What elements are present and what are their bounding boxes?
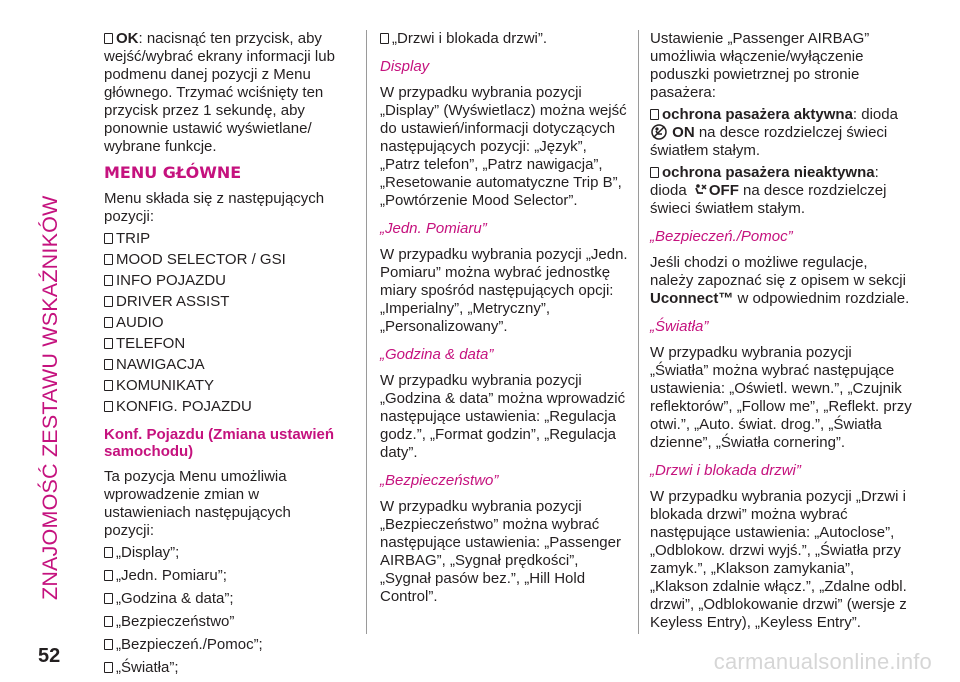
airbag-off-icon <box>692 182 708 198</box>
square-bullet-icon <box>104 380 113 391</box>
menu-heading: MENU GŁÓWNE <box>104 163 242 182</box>
inactive-suffix: : <box>874 164 879 181</box>
active-tail: na desce rozdzielczej świeci światłem stałym. <box>650 124 888 159</box>
list-item-text: „Drzwi i blokada drzwi”. <box>392 30 548 47</box>
list-item-text: DRIVER ASSIST <box>116 293 230 310</box>
pomoc-text-2: w odpowiednim rozdziale. <box>737 290 910 307</box>
list-item <box>104 314 342 332</box>
list-item-text: „Jedn. Pomiaru”; <box>116 567 227 584</box>
jedn-text: W przypadku wybrania pozycji „Jedn. Pomiaru” można wybrać jednostkę miary spośród następujących opcji: „Imperialny”, „Metryczny”, „Personalizowany”. <box>380 246 628 335</box>
menu-intro: Menu składa się z następujących pozycji: <box>104 190 325 225</box>
square-bullet-icon <box>104 233 113 244</box>
swiatla-heading: „Światła” <box>650 318 709 335</box>
list-item <box>104 567 342 585</box>
airbag-inactive-item <box>650 164 912 218</box>
pomoc-heading: „Bezpieczeń./Pomoc” <box>650 228 793 245</box>
list-item <box>104 251 342 269</box>
konf-heading: Konf. Pojazdu (Zmiana ustawień samochodu) <box>104 426 335 460</box>
list-item <box>104 377 342 395</box>
column-1 <box>104 30 342 682</box>
list-item-text: KOMUNIKATY <box>116 377 215 394</box>
airbag-active-item <box>650 106 912 160</box>
inactive-tail: na desce rozdzielczej świeci światłem stałym. <box>650 182 887 217</box>
airbag-on-icon <box>651 124 667 140</box>
display-text: W przypadku wybrania pozycji „Display” (Wyświetlacz) można wejść do ustawień/informacji dotyczących następujących pozycji: „Język”, „Patrz telefon”, „Patrz nawigacja”, „Resetowanie automatyczne Trip B”, „Powtórzenie Mood Selector”. <box>380 84 627 209</box>
square-bullet-icon <box>104 296 113 307</box>
ok-paragraph <box>104 30 342 156</box>
konf-intro: Ta pozycja Menu umożliwia wprowadzenie zmian w ustawieniach następujących pozycji: <box>104 468 291 539</box>
column-divider <box>638 30 639 634</box>
list-item-text: MOOD SELECTOR / GSI <box>116 251 286 268</box>
list-item-text: „Bezpieczeń./Pomoc”; <box>116 636 263 653</box>
list-item <box>104 659 342 677</box>
list-item-text: TRIP <box>116 230 151 247</box>
column-3 <box>650 30 912 636</box>
airbag-intro: Ustawienie „Passenger AIRBAG” umożliwia włączenie/wyłączenie poduszki powietrznej po stronie pasażera: <box>650 30 870 101</box>
list-item-text: INFO POJAZDU <box>116 272 227 289</box>
list-item-text: „Światła”; <box>116 659 179 676</box>
column-2 <box>380 30 628 610</box>
list-item <box>104 398 342 416</box>
square-bullet-icon <box>104 547 113 558</box>
bezp-heading: „Bezpieczeństwo” <box>380 472 499 489</box>
godz-heading: „Godzina & data” <box>380 346 494 363</box>
ok-label: OK <box>116 30 139 47</box>
list-item <box>104 335 342 353</box>
pomoc-text-1: Jeśli chodzi o możliwe regulacje, należy zapoznać się z opisem w sekcji <box>650 254 906 289</box>
swiatla-text: W przypadku wybrania pozycji „Światła” można wybrać następujące ustawienia: „Oświetl. wewn.”, „Czujnik reflektorów”, „Follow me”, „Reflekt. przy otwi.”, „Auto. świat. drog.”, „Światła dzienne”, „Światła cornering”. <box>650 344 912 451</box>
drzwi-heading: „Drzwi i blokada drzwi” <box>650 462 801 479</box>
list-item-text: AUDIO <box>116 314 164 331</box>
square-bullet-icon <box>104 570 113 581</box>
list-item <box>104 636 342 654</box>
bezp-text: W przypadku wybrania pozycji „Bezpieczeństwo” można wybrać następujące ustawienia: „Passenger AIRBAG”, „Sygnał prędkości”, „Sygnał pasów bez.”, „Hill Hold Control”. <box>380 498 621 605</box>
square-bullet-icon <box>104 616 113 627</box>
display-heading: Display <box>380 58 430 75</box>
inactive-dioda: dioda <box>650 182 687 199</box>
active-suffix: : dioda <box>852 106 898 123</box>
list-item-text: „Display”; <box>116 544 180 561</box>
list-item-text: NAWIGACJA <box>116 356 205 373</box>
list-item <box>104 613 342 631</box>
square-bullet-icon <box>104 33 113 44</box>
square-bullet-icon <box>104 338 113 349</box>
square-bullet-icon <box>650 167 659 178</box>
list-item <box>104 293 342 311</box>
list-item <box>104 590 342 608</box>
inactive-label: ochrona pasażera nieaktywna <box>662 164 875 181</box>
square-bullet-icon <box>104 401 113 412</box>
chapter-side-title: ZNAJOMOŚĆ ZESTAWU WSKAŹNIKÓW <box>38 195 62 600</box>
godz-text: W przypadku wybrania pozycji „Godzina & data” można wprowadzić następujące ustawienia: „Regulacja godz.”, „Format godzin”, „Regulacja daty”. <box>380 372 626 461</box>
pomoc-text <box>650 254 912 308</box>
uconnect-label: Uconnect™ <box>650 290 734 307</box>
square-bullet-icon <box>104 254 113 265</box>
list-item <box>380 30 628 48</box>
list-item-text: „Godzina & data”; <box>116 590 234 607</box>
square-bullet-icon <box>380 33 389 44</box>
list-item <box>104 356 342 374</box>
list-item-text: TELEFON <box>116 335 186 352</box>
list-item <box>104 544 342 562</box>
menu-list <box>104 230 342 416</box>
column-divider <box>366 30 367 634</box>
list-item <box>104 272 342 290</box>
square-bullet-icon <box>104 359 113 370</box>
jedn-heading: „Jedn. Pomiaru” <box>380 220 487 237</box>
active-label: ochrona pasażera aktywna <box>662 106 853 123</box>
square-bullet-icon <box>650 109 659 120</box>
watermark: carmanualsonline.info <box>713 649 932 674</box>
square-bullet-icon <box>104 662 113 673</box>
square-bullet-icon <box>104 317 113 328</box>
square-bullet-icon <box>104 639 113 650</box>
ok-text: : nacisnąć ten przycisk, aby wejść/wybrać ekrany informacji lub podmenu danej pozycji z Menu głównego. Trzymać wciśnięty ten przycisk przez 1 sekundę, aby ponownie ustawić wyświetlane/ wybrane funkcje. <box>104 30 335 155</box>
drzwi-text: W przypadku wybrania pozycji „Drzwi i blokada drzwi” można wybrać następujące ustawienia: „Autoclose”, „Odblokow. drzwi wyjś.”, „Światła przy zamyk.”, „Klakson zamykania”, „Klakson zdalnie włącz.”, „Zdalne odbl. drzwi”, „Odblokowanie drzwi” (wersje z Keyless Entry), „Keyless Entry”. <box>650 488 907 631</box>
off-label: OFF <box>708 182 739 199</box>
page-number: 52 <box>38 645 61 667</box>
on-label: ON <box>672 124 695 141</box>
list-item-text: KONFIG. POJAZDU <box>116 398 252 415</box>
list-item-text: „Bezpieczeństwo” <box>116 613 235 630</box>
list-item <box>104 230 342 248</box>
konf-list <box>104 544 342 677</box>
square-bullet-icon <box>104 275 113 286</box>
square-bullet-icon <box>104 593 113 604</box>
